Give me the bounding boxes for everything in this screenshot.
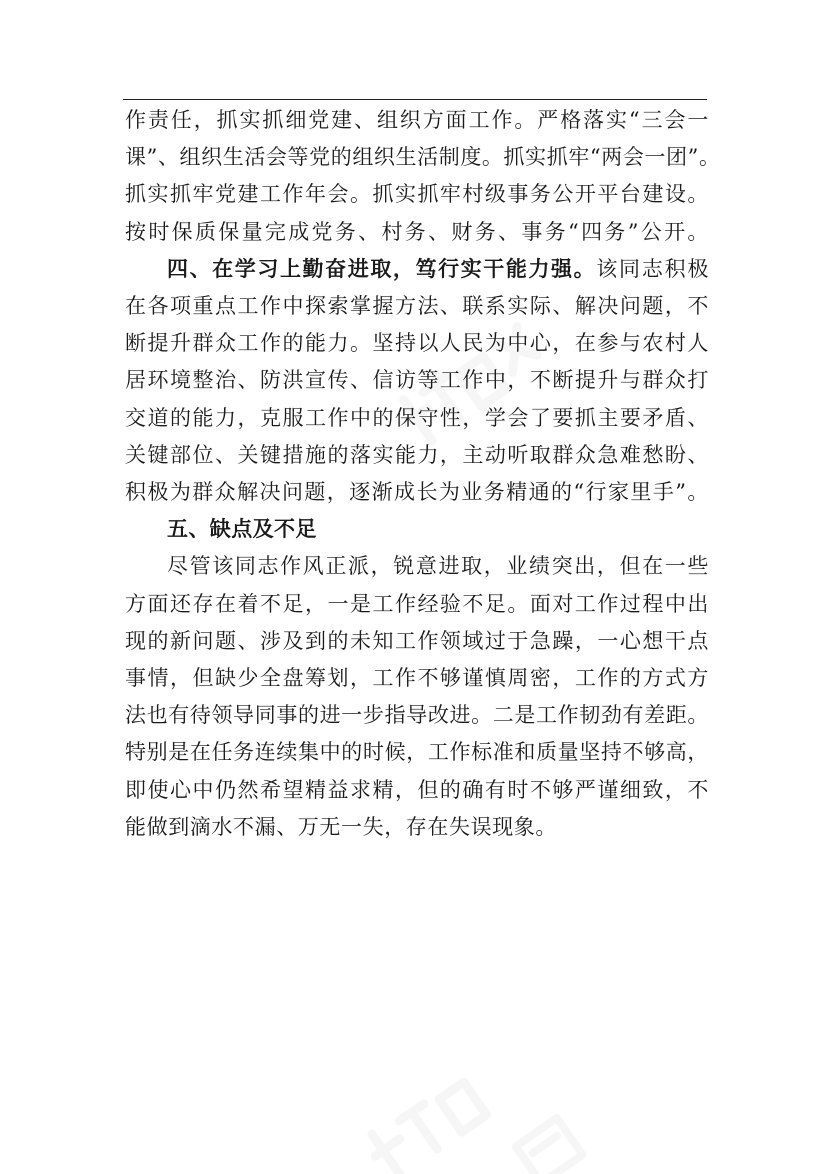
paragraph-line: 现的新问题、涉及到的未知工作领域过于急躁，一心想干点 bbox=[125, 628, 709, 653]
paragraph-line: 积极为群众解决问题，逐渐成长为业务精通的“行家里手”。 bbox=[125, 480, 709, 505]
section-5-first-line: 尽管该同志作风正派，锐意进取，业绩突出，但在一些 bbox=[167, 554, 709, 579]
section-4-heading: 四、在学习上勤奋进取，笃行实干能力强。 bbox=[167, 256, 597, 281]
paragraph-line: 关键部位、关键措施的落实能力，主动听取群众急难愁盼、 bbox=[125, 442, 709, 467]
paragraph-line: 按时保质保量完成党务、村务、财务、事务“四务”公开。 bbox=[125, 219, 709, 244]
watermark-mark bbox=[364, 1074, 487, 1174]
paragraph-line: 法也有待领导同事的进一步指导改进。二是工作韧劲有差距。 bbox=[125, 703, 709, 728]
section-4-first-line-rest: 该同志积极 bbox=[596, 256, 709, 281]
document-body bbox=[125, 102, 721, 846]
paragraph-line: 即使心中仍然希望精益求精，但的确有时不够严谨细致，不 bbox=[125, 777, 709, 802]
paragraph-line: 方面还存在着不足，一是工作经验不足。面对工作过程中出 bbox=[125, 591, 709, 616]
paragraph-line: 事情，但缺少全盘筹划，工作不够谨慎周密，工作的方式方 bbox=[125, 666, 709, 691]
paragraph-line: 作责任，抓实抓细党建、组织方面工作。严格落实“三会一 bbox=[125, 108, 709, 132]
paragraph-line: 断提升群众工作的能力。坚持以人民为中心，在参与农村人 bbox=[125, 331, 709, 356]
paragraph-line: 在各项重点工作中探索掌握方法、联系实际、解决问题，不 bbox=[125, 294, 709, 319]
watermark-mark bbox=[516, 1118, 583, 1174]
paragraph-line: 抓实抓牢党建工作年会。抓实抓牢村级事务公开平台建设。 bbox=[125, 182, 709, 207]
section-5-heading: 五、缺点及不足 bbox=[167, 517, 317, 542]
paragraph-line: 特别是在任务连续集中的时候，工作标准和质量坚持不够高， bbox=[125, 740, 709, 765]
paragraph-line: 课”、组织生活会等党的组织生活制度。抓实抓牢“两会一团”。 bbox=[125, 145, 721, 170]
paragraph-line: 交道的能力，克服工作中的保守性，学会了要抓主要矛盾、 bbox=[125, 405, 709, 430]
section-4-first-line bbox=[125, 251, 709, 288]
header-rule bbox=[123, 99, 707, 100]
paragraph-line: 能做到滴水不漏、万无一失，存在失误现象。 bbox=[125, 814, 557, 839]
paragraph-line: 居环境整治、防洪宣传、信访等工作中，不断提升与群众打 bbox=[125, 368, 709, 393]
